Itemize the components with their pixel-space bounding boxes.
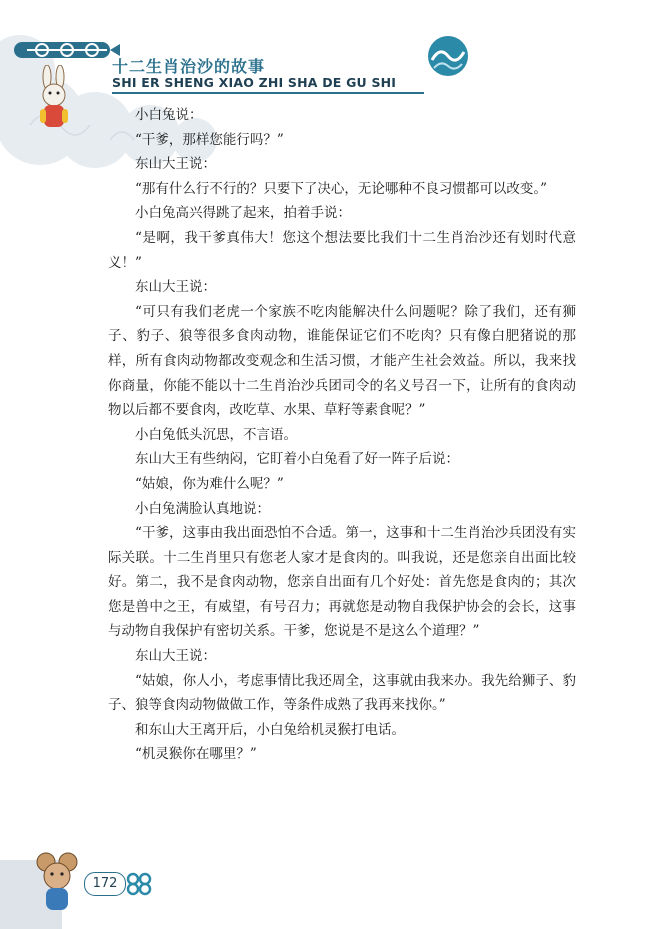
paragraph: 和东山大王离开后，小白兔给机灵猴打电话。 [135,721,405,738]
book-title: 十二生肖治沙的故事 [112,57,266,76]
paragraph: “干爹，那样您能行吗？” [135,131,284,148]
paragraph: “姑娘，你人小，考虑事情比我还周全，这事就由我来办。我先给狮子、豹子、狼等食肉动物做做工作，等条件成熟了我再来找你。” [108,672,576,714]
paragraph: “机灵猴你在哪里？” [135,746,257,763]
paragraph: “干爹，这事由我出面恐怕不合适。第一，这事和十二生肖治沙兵团没有实际关联。十二生肖里只有您老人家才是食肉的。叫我说，还是您亲自出面比较好。第二，我不是食肉动物，您亲自出面有几个好处：首先您是食肉的；其次您是兽中之王，有威望，有号召力；再就您是动物自我保护协会的会长，这事与动物自我保护有密切关系。干爹，您说是不是这么个道理？” [108,525,576,640]
paragraph: “那有什么行不行的？只要下了决心，无论哪种不良习惯都可以改变。” [135,180,548,197]
story-body [108,103,576,767]
paragraph: 东山大王说： [135,156,216,173]
rabbit-mascot-icon [22,65,92,135]
paragraph: 东山大王说： [135,648,216,665]
paragraph: 东山大王有些纳闷，它盯着小白兔看了好一阵子后说： [135,451,459,468]
paragraph: “姑娘，你为难什么呢？” [135,475,284,492]
paragraph: “是啊，我干爹真伟大！您这个想法要比我们十二生肖治沙还有划时代意义！” [108,229,576,271]
paragraph: 小白兔低头沉思，不言语。 [135,426,297,443]
paragraph: “可只有我们老虎一个家族不吃肉能解决什么问题呢？除了我们，还有狮子、豹子、狼等很多食肉动物，谁能保证它们不吃肉？只有像白肥猪说的那样，所有食肉动物都改变观念和生活习惯，才能产生社会效益。所以，我来找你商量，你能不能以十二生肖治沙兵团司令的名义号召一下，让所有的食肉动物以后都不要食肉，改吃草、水果、草籽等素食呢？” [108,303,576,419]
paragraph: 小白兔高兴得跳了起来，拍着手说： [135,205,351,222]
paragraph: 小白兔说： [135,107,203,123]
knot-ornament-small-icon [124,870,154,898]
mouse-mascot-icon [30,848,85,918]
page-header [0,20,665,90]
paragraph: 小白兔满脸认真地说： [135,500,270,517]
paragraph: 东山大王说： [135,279,216,296]
wave-swirl-icon [424,32,472,80]
header-rule [112,92,424,94]
page-number: 172 [84,872,126,896]
book-title-pinyin: SHI ER SHENG XIAO ZHI SHA DE GU SHI [112,75,397,90]
